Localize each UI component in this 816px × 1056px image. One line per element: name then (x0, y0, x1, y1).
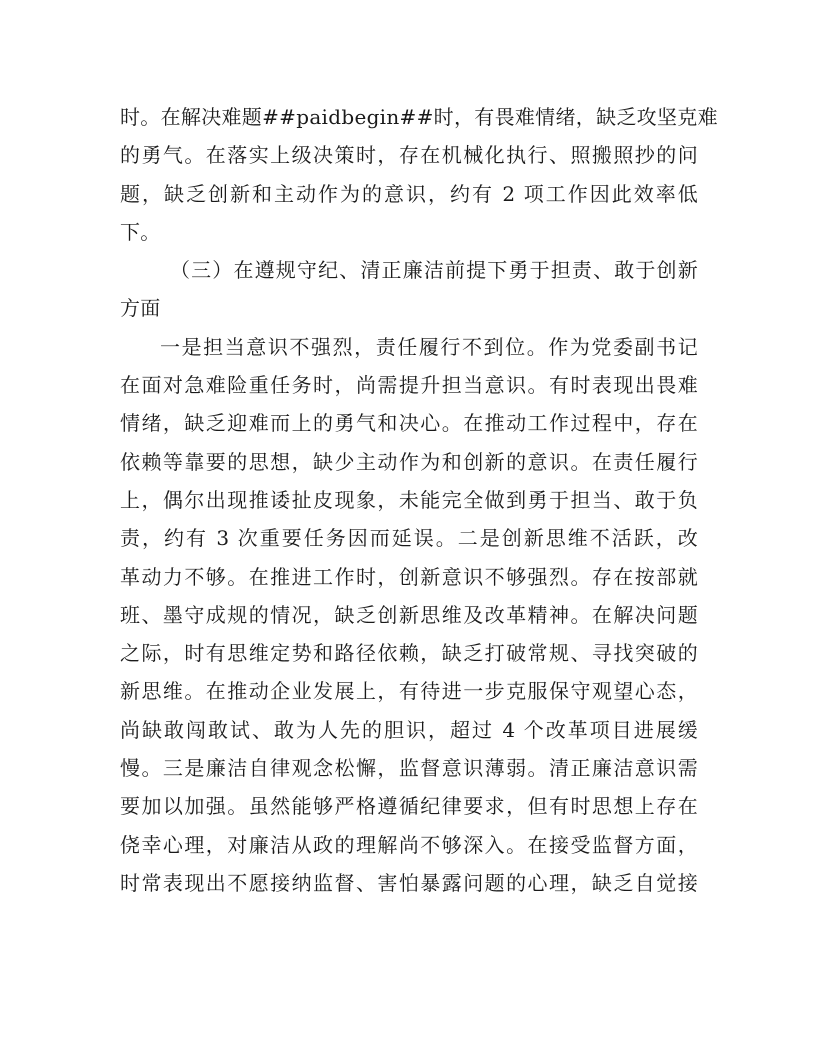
paragraph-line: 责，约有 3 次重要任务因而延误。二是创新思维不活跃，改 (120, 526, 698, 551)
paragraph-line: 时。在解决难题##paidbegin##时，有畏难情绪，缺乏攻坚克难 (120, 105, 718, 129)
section-heading-line: 方面 (120, 296, 161, 321)
paragraph-line: 的勇气。在落实上级决策时，存在机械化执行、照搬照抄的问 (120, 143, 698, 168)
paragraph-line: 题，缺乏创新和主动作为的意识，约有 2 项工作因此效率低 (120, 181, 698, 206)
paragraph-line: 尚缺敢闯敢试、敢为人先的胆识，超过 4 个改革项目进展缓 (120, 717, 698, 742)
paragraph-line: 新思维。在推动企业发展上，有待进一步克服保守观望心态， (120, 679, 698, 704)
paragraph-line: 一是担当意识不强烈，责任履行不到位。作为党委副书记 (160, 334, 698, 359)
paragraph-line: 上，偶尔出现推诿扯皮现象，未能完全做到勇于担当、敢于负 (120, 487, 698, 512)
paragraph-line: 在面对急难险重任务时，尚需提升担当意识。有时表现出畏难 (120, 373, 698, 398)
paragraph-line: 侥幸心理，对廉洁从政的理解尚不够深入。在接受监督方面， (120, 832, 698, 857)
paragraph-line: 下。 (120, 219, 161, 244)
paragraph-line: 革动力不够。在推进工作时，创新意识不够强烈。存在按部就 (120, 564, 698, 589)
paragraph-line: 依赖等靠要的思想，缺少主动作为和创新的意识。在责任履行 (120, 449, 698, 474)
paragraph-line: 之际，时有思维定势和路径依赖，缺乏打破常规、寻找突破的 (120, 641, 698, 666)
paragraph-line: 情绪，缺乏迎难而上的勇气和决心。在推动工作过程中，存在 (120, 411, 698, 436)
paragraph-line: 要加以加强。虽然能够严格遵循纪律要求，但有时思想上存在 (120, 794, 698, 819)
section-heading-line: （三）在遵规守纪、清正廉洁前提下勇于担责、敢于创新 (170, 258, 698, 283)
paragraph-line: 时常表现出不愿接纳监督、害怕暴露问题的心理，缺乏自觉接 (120, 870, 698, 895)
paragraph-line: 慢。三是廉洁自律观念松懈，监督意识薄弱。清正廉洁意识需 (120, 756, 698, 781)
body-text (120, 98, 718, 902)
paragraph-line: 班、墨守成规的情况，缺乏创新思维及改革精神。在解决问题 (120, 602, 698, 627)
